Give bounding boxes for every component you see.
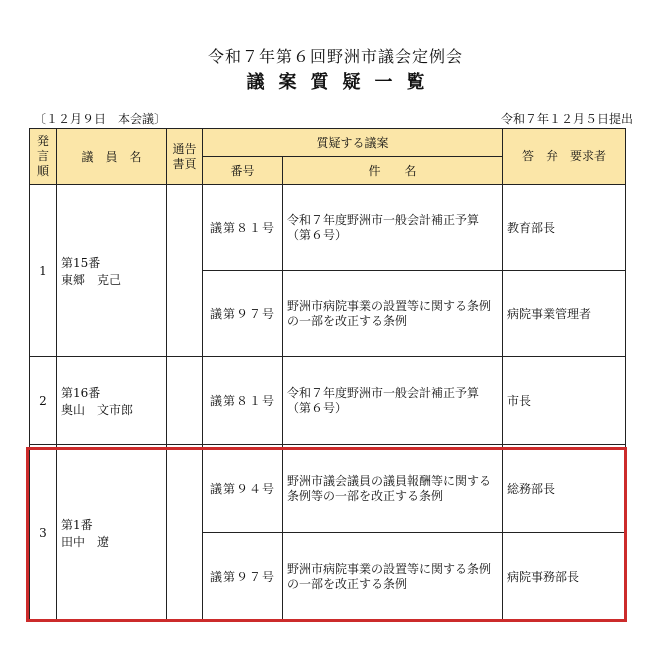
member-name: 田中 遼	[61, 534, 110, 549]
header-bill-group: 質疑する議案	[203, 129, 503, 157]
bill-subject-cell: 令和７年度野洲市一般会計補正予算（第６号）	[283, 357, 503, 445]
order-cell: 1	[30, 185, 57, 357]
header-member: 議 員 名	[57, 129, 167, 185]
respondent-cell: 病院事業管理者	[503, 271, 626, 357]
member-seat: 第16番	[61, 385, 101, 400]
header-order: 発言順	[30, 129, 57, 185]
respondent-cell: 教育部長	[503, 185, 626, 271]
bill-subject-cell: 令和７年度野洲市一般会計補正予算（第６号）	[283, 185, 503, 271]
member-name: 東郷 克己	[61, 272, 122, 287]
submitted-date: 令和７年１２月５日提出	[500, 112, 633, 126]
notice-page-cell	[167, 185, 203, 357]
table-row	[30, 445, 626, 533]
document-title: 令和７年第６回野洲市議会定例会	[207, 47, 463, 66]
order-cell: 2	[30, 357, 57, 445]
member-name: 奥山 文市郎	[61, 402, 134, 417]
member-seat: 第1番	[61, 517, 93, 532]
respondent-cell: 総務部長	[503, 445, 626, 533]
header-respondent: 答 弁 要求者	[503, 129, 626, 185]
member-seat: 第15番	[61, 255, 101, 270]
bill-subject-cell: 野洲市議会議員の議員報酬等に関する条例等の一部を改正する条例	[283, 445, 503, 533]
bill-number-cell: 議第９７号	[203, 271, 283, 357]
bill-number-cell: 議第８１号	[203, 185, 283, 271]
member-cell	[57, 445, 167, 621]
respondent-cell: 市長	[503, 357, 626, 445]
document-subtitle: 議案質疑一覧	[246, 72, 439, 93]
order-cell: 3	[30, 445, 57, 621]
table-row	[30, 185, 626, 271]
questions-table	[29, 128, 626, 621]
bill-number-cell: 議第９７号	[203, 533, 283, 621]
table-row	[30, 357, 626, 445]
bill-subject-cell: 野洲市病院事業の設置等に関する条例の一部を改正する条例	[283, 271, 503, 357]
bill-subject-cell: 野洲市病院事業の設置等に関する条例の一部を改正する条例	[283, 533, 503, 621]
session-label: 〔１２月９日 本会議〕	[34, 112, 167, 126]
bill-number-cell: 議第９４号	[203, 445, 283, 533]
member-cell	[57, 357, 167, 445]
header-notice-page: 通告書頁	[167, 129, 203, 185]
bill-number-cell: 議第８１号	[203, 357, 283, 445]
notice-page-cell	[167, 445, 203, 621]
respondent-cell: 病院事務部長	[503, 533, 626, 621]
notice-page-cell	[167, 357, 203, 445]
header-bill-number: 番号	[203, 157, 283, 185]
header-bill-subject: 件 名	[283, 157, 503, 185]
member-cell	[57, 185, 167, 357]
